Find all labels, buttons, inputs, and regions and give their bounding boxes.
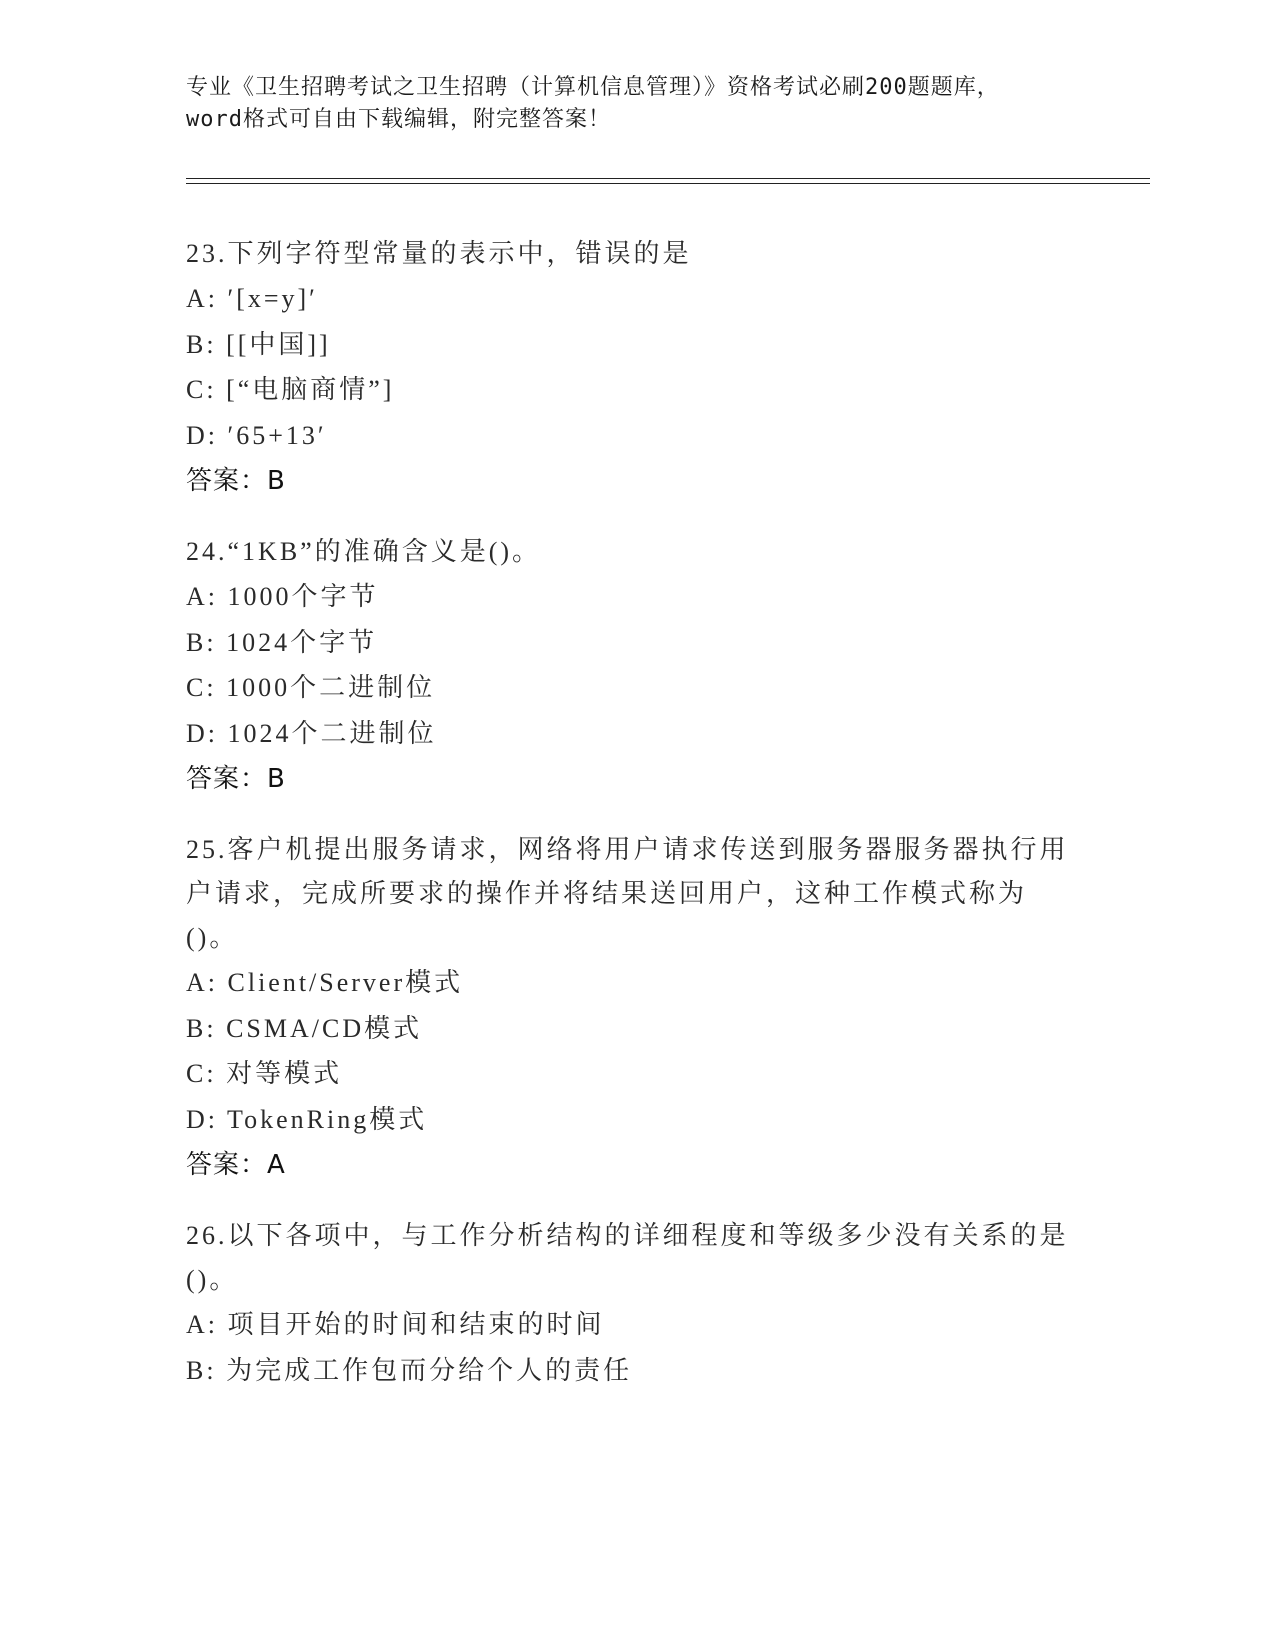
option-c: C: [“电脑商情”] (186, 375, 395, 404)
option-c: C: 对等模式 (186, 1059, 343, 1088)
question-26 (186, 1214, 1086, 1393)
option-d: D: 1024个二进制位 (186, 718, 437, 748)
question-23 (186, 232, 1086, 504)
option-b: B: 为完成工作包而分给个人的责任 (186, 1355, 633, 1385)
option-a: A: 项目开始的时间和结束的时间 (186, 1310, 605, 1339)
header-line-1: 专业《卫生招聘考试之卫生招聘（计算机信息管理）》资格考试必刷200题题库， (186, 75, 1000, 100)
document-header (186, 72, 1086, 136)
option-a: A: 1000个字节 (186, 582, 379, 611)
answer: 答案：B (186, 466, 286, 496)
option-a: A: Client/Server模式 (186, 968, 464, 997)
question-text: 25.客户机提出服务请求，网络将用户请求传送到服务器服务器执行用户请求，完成所要求的操作并将结果送回用户，这种工作模式称为()。 (186, 835, 1069, 952)
option-b: B: CSMA/CD模式 (186, 1013, 423, 1043)
question-list (186, 232, 1086, 1419)
option-b: B: 1024个字节 (186, 627, 378, 657)
question-24 (186, 530, 1086, 802)
question-text: 23.下列字符型常量的表示中，错误的是 (186, 239, 692, 268)
question-text: 26.以下各项中，与工作分析结构的详细程度和等级多少没有关系的是()。 (186, 1221, 1069, 1294)
question-text: 24.“1KB”的准确含义是()。 (186, 537, 542, 566)
option-b: B: [[中国]] (186, 329, 331, 359)
header-divider (186, 178, 1150, 184)
question-25 (186, 828, 1086, 1188)
header-line-2: word格式可自由下载编辑，附完整答案！ (186, 107, 611, 132)
option-c: C: 1000个二进制位 (186, 673, 436, 702)
option-a: A: ′[x=y]′ (186, 284, 318, 313)
option-d: D: ′65+13′ (186, 420, 327, 450)
answer: 答案：B (186, 764, 286, 794)
answer: 答案：A (186, 1150, 286, 1180)
option-d: D: TokenRing模式 (186, 1104, 428, 1134)
